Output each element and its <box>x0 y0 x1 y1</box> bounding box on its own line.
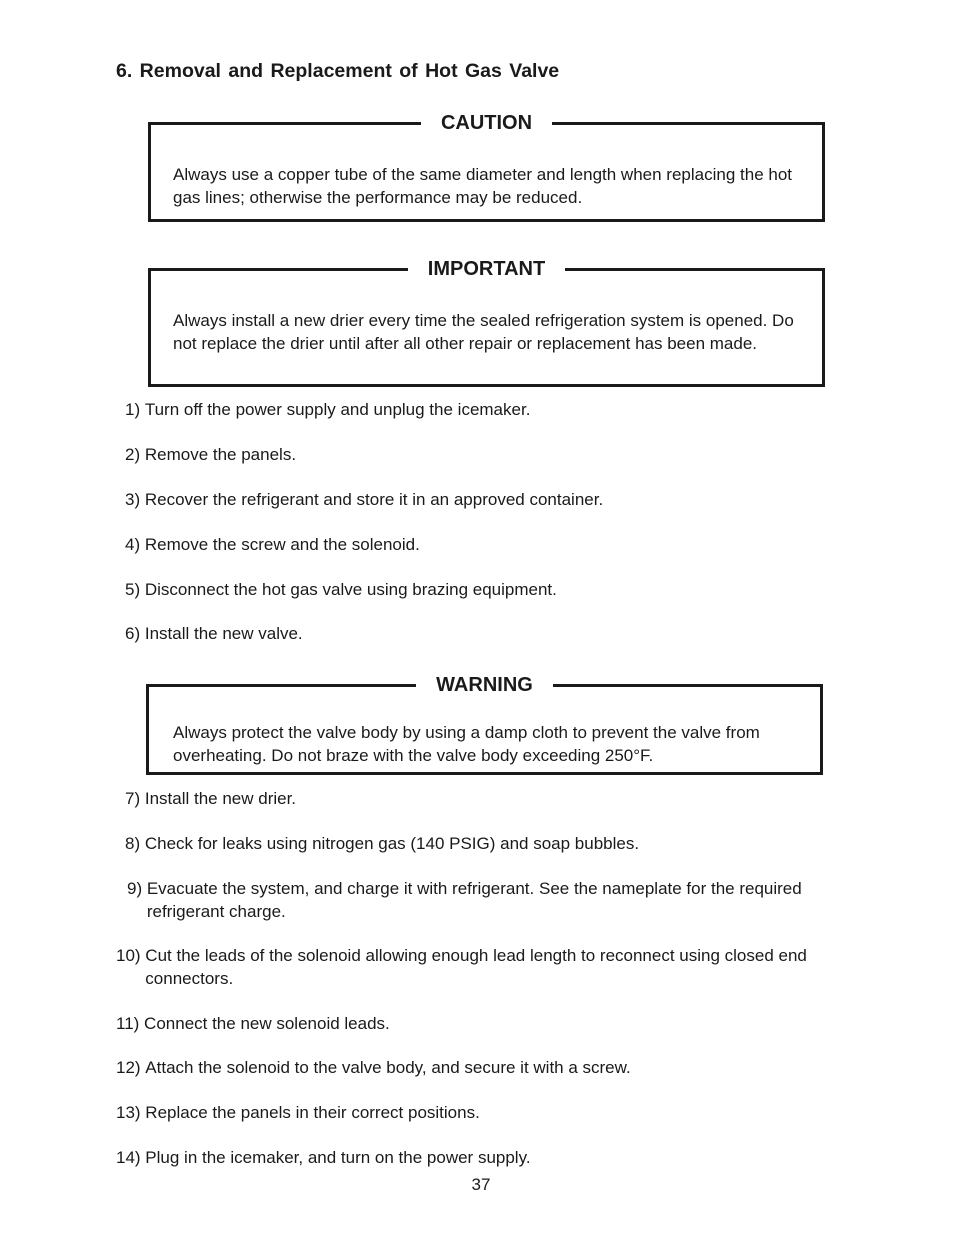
important-box <box>148 258 825 387</box>
step-text: Check for leaks using nitrogen gas (140 PSIG) and soap bubbles. <box>144 834 640 853</box>
step-text: Recover the refrigerant and store it in an approved container. <box>144 490 604 509</box>
important-title: IMPORTANT <box>408 256 565 282</box>
step-number: 5) <box>125 580 145 599</box>
step-item <box>116 945 848 990</box>
step-number: 7) <box>125 789 145 808</box>
step-text: Install the new drier. <box>144 789 297 808</box>
step-item <box>116 1057 848 1080</box>
caution-box <box>148 112 825 222</box>
caution-text: Always use a copper tube of the same diameter and length when replacing the hot gas lines; otherwise the performance may be reduced. <box>173 165 792 207</box>
step-item <box>125 623 825 646</box>
step-item <box>116 1013 848 1036</box>
step-item <box>125 534 825 557</box>
step-number: 13) <box>116 1103 146 1122</box>
step-number: 8) <box>125 834 145 853</box>
step-text: Attach the solenoid to the valve body, and secure it with a screw. <box>145 1058 631 1077</box>
step-number: 6) <box>125 624 145 643</box>
step-item <box>125 489 825 512</box>
page-number: 37 <box>471 1175 491 1194</box>
step-text: Evacuate the system, and charge it with refrigerant. See the nameplate for the required refrigerant charge. <box>146 879 802 921</box>
step-number: 2) <box>125 445 145 464</box>
step-number: 11) <box>116 1014 145 1033</box>
step-number: 14) <box>116 1148 146 1167</box>
step-item <box>125 833 825 856</box>
warning-title-wrap <box>149 672 820 698</box>
step-text: Remove the panels. <box>144 445 297 464</box>
step-text: Install the new valve. <box>144 624 303 643</box>
step-item <box>116 1102 848 1125</box>
caution-title: CAUTION <box>421 110 552 136</box>
step-text: Plug in the icemaker, and turn on the power supply. <box>145 1148 531 1167</box>
step-number: 10) <box>116 946 146 965</box>
important-text: Always install a new drier every time the sealed refrigeration system is opened. Do not replace the drier until after all other repair or replacement has been made. <box>173 311 794 353</box>
step-number: 3) <box>125 490 145 509</box>
caution-title-wrap <box>151 110 822 136</box>
step-text: Replace the panels in their correct positions. <box>145 1103 480 1122</box>
step-number: 9) <box>127 879 147 898</box>
step-text: Disconnect the hot gas valve using brazing equipment. <box>144 580 557 599</box>
step-item <box>125 788 825 811</box>
step-item <box>125 444 825 467</box>
step-item <box>127 878 807 923</box>
warning-title: WARNING <box>416 672 553 698</box>
section-heading: 6. Removal and Replacement of Hot Gas Valve <box>116 60 560 82</box>
step-text: Connect the new solenoid leads. <box>144 1014 390 1033</box>
step-number: 4) <box>125 535 145 554</box>
warning-text: Always protect the valve body by using a damp cloth to prevent the valve from overheating. Do not braze with the valve body exceeding 250°F. <box>173 723 760 765</box>
step-item <box>116 1147 848 1170</box>
step-text: Cut the leads of the solenoid allowing enough lead length to reconnect using closed end connectors. <box>145 946 807 988</box>
step-text: Remove the screw and the solenoid. <box>144 535 420 554</box>
step-number: 1) <box>125 400 145 419</box>
step-text: Turn off the power supply and unplug the icemaker. <box>144 400 531 419</box>
step-number: 12) <box>116 1058 146 1077</box>
step-item <box>125 399 825 422</box>
important-title-wrap <box>151 256 822 282</box>
warning-box <box>146 674 823 775</box>
step-item <box>125 579 825 602</box>
